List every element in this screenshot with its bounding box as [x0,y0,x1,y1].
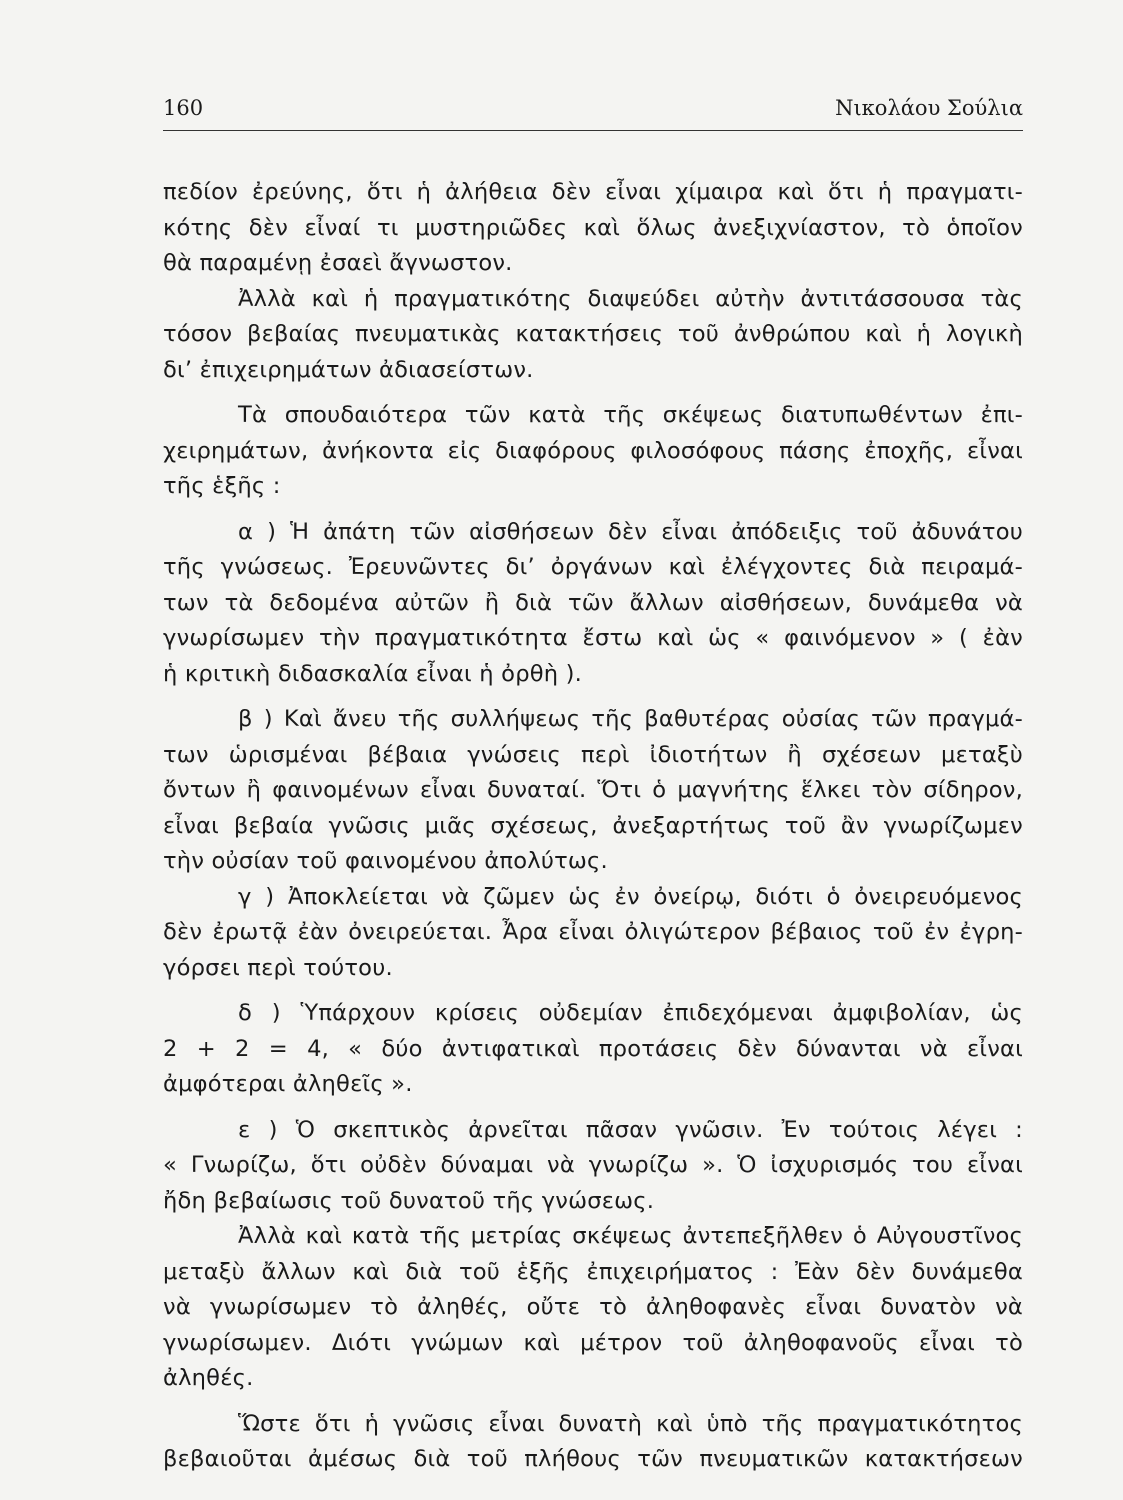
text-line: πεδίον ἐρεύνης, ὅτι ἡ ἀλήθεια δὲν εἶναι χίμαιρα καὶ ὅτι ἡ πραγματι- [163,179,1023,205]
text-line: τῆς ἑξῆς : [163,473,281,499]
text-line: ὄντων ἢ φαινομένων εἶναι δυναταί. Ὅτι ὁ μαγνήτης ἕλκει τὸν σίδηρον, [163,777,1023,803]
body-text [163,175,1023,1478]
text-line: β ) Καὶ ἄνευ τῆς συλλήψεως τῆς βαθυτέρας οὐσίας τῶν πραγμά- [238,706,1023,732]
running-head: Νικολάου Σούλια [835,96,1023,120]
text-line: γ ) Ἀποκλείεται νὰ ζῶμεν ὡς ἐν ὀνείρῳ, διότι ὁ ὀνειρευόμενος [238,883,1023,910]
text-line: Τὰ σπουδαιότερα τῶν κατὰ τῆς σκέψεως διατυπωθέντων ἐπι- [238,402,1023,428]
text-line: ἡ κριτικὴ διδασκαλία εἶναι ἡ ὀρθὴ ). [163,660,583,687]
text-line: ε ) Ὁ σκεπτικὸς ἀρνεῖται πᾶσαν γνῶσιν. Ἐν τούτοις λέγει : [238,1116,1023,1143]
text-line: ἤδη βεβαίωσις τοῦ δυνατοῦ τῆς γνώσεως. [163,1187,655,1214]
text-line: των τὰ δεδομένα αὐτῶν ἢ διὰ τῶν ἄλλων αἰσθήσεων, δυνάμεθα νὰ [163,589,1023,616]
paragraph-gap [163,505,1023,515]
text-line: ἀληθές. [163,1365,254,1391]
text-line: τόσον βεβαίας πνευματικὰς κατακτήσεις τοῦ ἀνθρώπου καὶ ἡ λογικὴ [163,321,1023,347]
page-number: 160 [163,96,204,120]
text-line: α ) Ἡ ἀπάτη τῶν αἰσθήσεων δὲν εἶναι ἀπόδειξις τοῦ ἀδυνάτου [238,518,1023,545]
text-line: δὲν ἐρωτᾷ ἐὰν ὀνειρεύεται. Ἆρα εἶναι ὀλιγώτερον βέβαιος τοῦ ἐν ἐγρη- [163,919,1023,945]
paragraph-gap [163,692,1023,702]
text-line: γνωρίσωμεν. Διότι γνώμων καὶ μέτρον τοῦ ἀληθοφανοῦς εἶναι τὸ [163,1329,1023,1356]
text-line: δ ) Ὑπάρχουν κρίσεις οὐδεμίαν ἐπιδεχόμεναι ἀμφιβολίαν, ὡς [238,1000,1023,1026]
text-line: των ὡρισμέναι βέβαια γνώσεις περὶ ἰδιοτήτων ἢ σχέσεων μεταξὺ [163,741,1023,768]
text-line: Ὥστε ὅτι ἡ γνῶσις εἶναι δυνατὴ καὶ ὑπὸ τῆς πραγματικότητος [238,1410,1023,1437]
text-line: εἶναι βεβαία γνῶσις μιᾶς σχέσεως, ἀνεξαρτήτως τοῦ ἂν γνωρίζωμεν [163,812,1023,839]
text-line: ἀμφότεραι ἀληθεῖς ». [163,1071,413,1097]
paragraph-gap [163,1103,1023,1113]
text-line: κότης δὲν εἶναί τι μυστηριῶδες καὶ ὅλως ἀνεξιχνίαστον, τὸ ὁποῖον [163,214,1023,241]
paragraph-gap [163,388,1023,398]
text-line: 2 + 2 = 4, « δύο ἀντιφατικαὶ προτάσεις δὲν δύνανται νὰ εἶναι [163,1035,1023,1062]
text-line: δι’ ἐπιχειρημάτων ἀδιασείστων. [163,356,534,383]
text-line: γόρσει περὶ τούτου. [163,954,393,981]
text-line: Ἀλλὰ καὶ ἡ πραγματικότης διαψεύδει αὐτὴν ἀντιτάσσουσα τὰς [238,285,1023,312]
text-line: γνωρίσωμεν τὴν πραγματικότητα ἔστω καὶ ὡς « φαινόμενον » ( ἐὰν [163,625,1023,651]
text-line: θὰ παραμένῃ ἐσαεὶ ἄγνωστον. [163,250,513,276]
text-line: μεταξὺ ἄλλων καὶ διὰ τοῦ ἑξῆς ἐπιχειρήματος : Ἐὰν δὲν δυνάμεθα [163,1258,1023,1285]
text-line: βεβαιοῦται ἀμέσως διὰ τοῦ πλήθους τῶν πνευματικῶν κατακτήσεων [163,1446,1023,1472]
text-line: τὴν οὐσίαν τοῦ φαινομένου ἀπολύτως. [163,848,608,874]
paragraph-gap [163,986,1023,996]
paragraph-gap [163,1397,1023,1407]
text-line: χειρημάτων, ἀνήκοντα εἰς διαφόρους φιλοσόφους πάσης ἐποχῆς, εἶναι [163,437,1023,464]
text-line: « Γνωρίζω, ὅτι οὐδὲν δύναμαι νὰ γνωρίζω ». Ὁ ἰσχυρισμός του εἶναι [163,1152,1023,1178]
page-header [163,96,1023,131]
text-line: Ἀλλὰ καὶ κατὰ τῆς μετρίας σκέψεως ἀντεπεξῆλθεν ὁ Αὐγουστῖνος [238,1223,1023,1249]
text-line: τῆς γνώσεως. Ἐρευνῶντες δι’ ὀργάνων καὶ ἐλέγχοντες διὰ πειραμά- [163,554,1023,580]
text-line: νὰ γνωρίσωμεν τὸ ἀληθές, οὔτε τὸ ἀληθοφανὲς εἶναι δυνατὸν νὰ [163,1294,1023,1320]
